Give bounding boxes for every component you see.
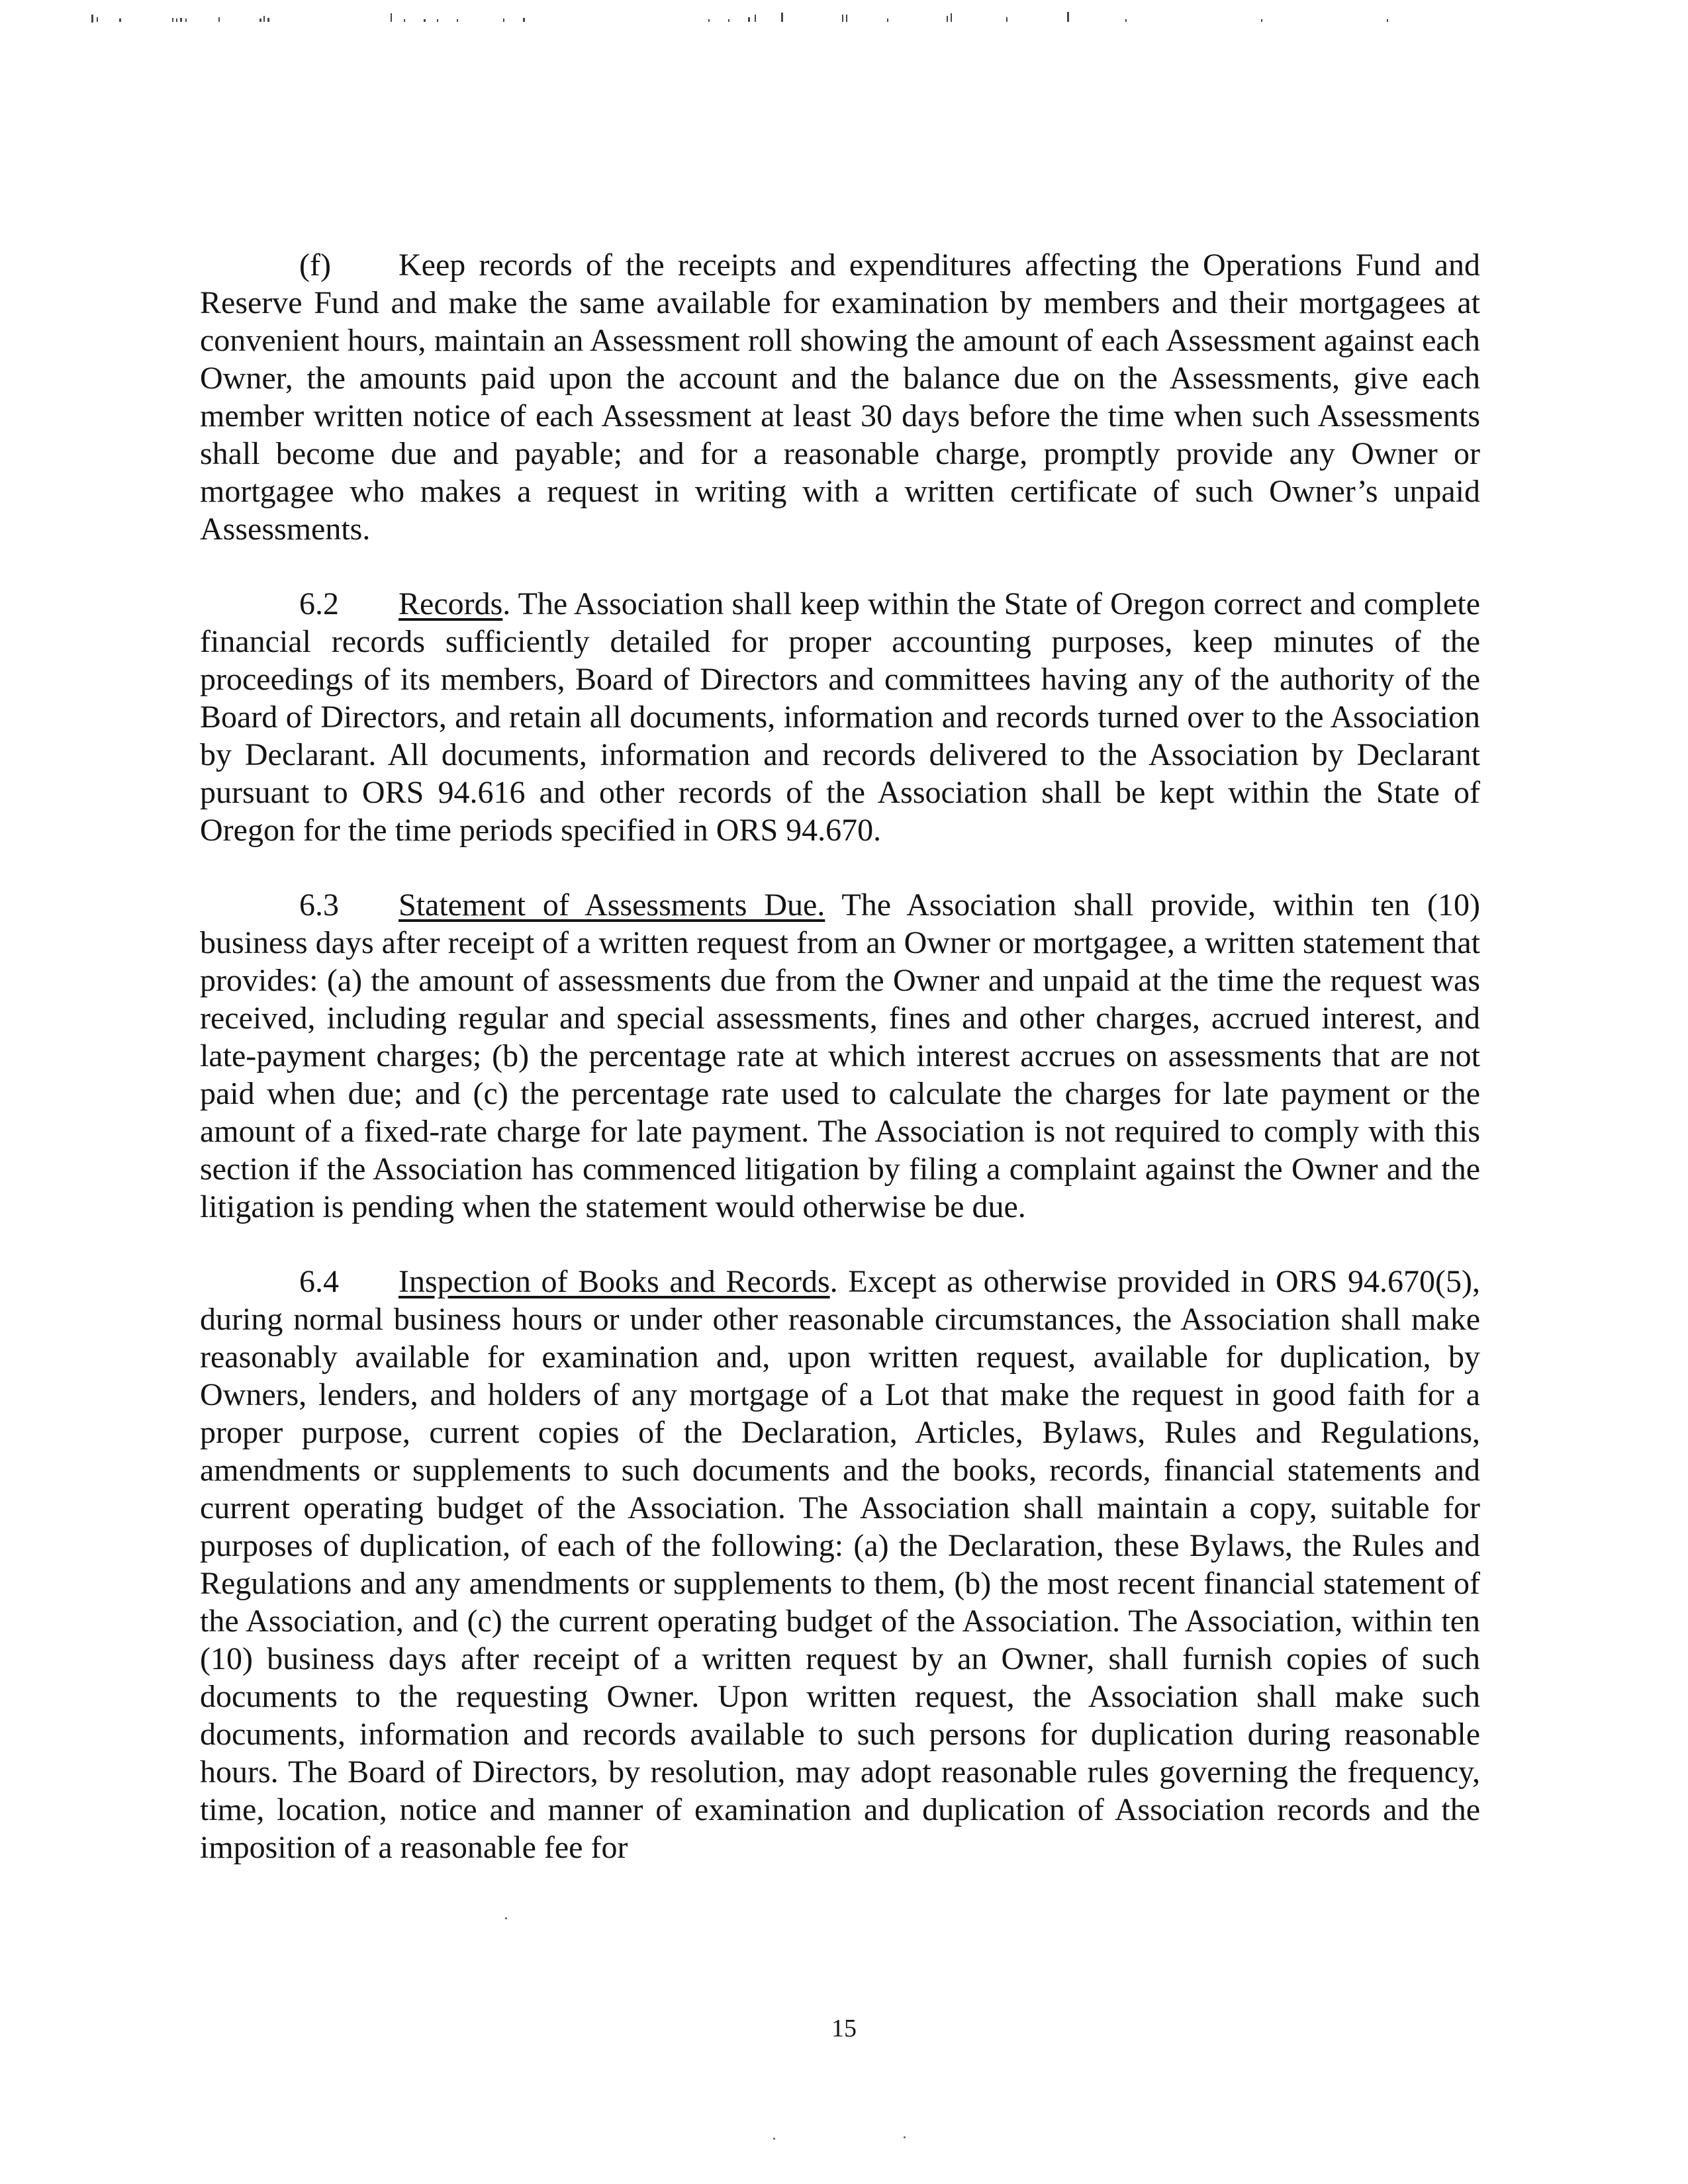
section-text: Except as otherwise provided in ORS 94.670(5), during normal business hours or under other reasonable circumstances, the Association shall make reasonably available for examination and, upon written request, available for duplication, by Owners, lenders, and holders of any mortgage of a Lot that make the request in good faith for a proper purpose, current copies of the Declaration, Articles, Bylaws, Rules and Regulations, amendments or supplements to such documents and the books, records, financial statements and current operating budget of the Association. The Association shall maintain a copy, suitable for purposes of duplication, of each of the following: (a) the Declaration, these Bylaws, the Rules and Regulations and any amendments or supplements to them, (b) the most recent financial statement of the Association, and (c) the current operating budget of the Association. The Association, within ten (10) business days after receipt of a written request by an Owner, shall furnish copies of such documents to the requesting Owner. Upon written request, the Association shall make such documents, information and records available to such persons for duplication during reasonable hours. The Board of Directors, by resolution, may adopt reasonable rules governing the frequency, time, location, notice and manner of examination and duplication of Association records and the imposition of a reasonable fee for xyxy=(200,1264,1480,1865)
section-heading-punctuation: . xyxy=(502,586,511,621)
section-number: 6.2 xyxy=(299,586,339,621)
section-text: The Association shall keep within the State of Oregon correct and complete financial records sufficiently detailed for proper accounting purposes, keep minutes of the proceedings of its members, Board of Directors and committees having any of the authority of the Board of Directors, and retain all documents, information and records turned over to the Association by Declarant. All documents, information and records delivered to the Association by Declarant pursuant to ORS 94.616 and other records of the Association shall be kept within the State of Oregon for the time periods specified in ORS 94.670. xyxy=(200,586,1480,848)
scan-artifact-marks xyxy=(0,0,1688,40)
document-body xyxy=(200,246,1480,1903)
scan-speck xyxy=(505,1917,507,1919)
scan-speck xyxy=(904,2136,906,2138)
section-heading-punctuation: . xyxy=(829,1264,838,1299)
section-number: (f) xyxy=(299,248,331,283)
section-heading: Statement of Assessments Due. xyxy=(399,887,825,923)
page-number: 15 xyxy=(831,2015,857,2042)
section-text: Keep records of the receipts and expenditures affecting the Operations Fund and Reserve Fund and make the same available for examination by members and their mortgagees at convenient hours, maintain an Assessment roll showing the amount of each Assessment against each Owner, the amounts paid upon the account and the balance due on the Assessments, give each member written notice of each Assessment at least 30 days before the time when such Assessments shall become due and payable; and for a reasonable charge, promptly provide any Owner or mortgagee who makes a request in writing with a written certificate of such Owner’s unpaid Assessments. xyxy=(200,248,1480,547)
section-6-1-f xyxy=(200,246,1480,548)
scan-artifact-strip xyxy=(0,0,1688,40)
scan-speck xyxy=(773,2138,775,2140)
section-number: 6.4 xyxy=(299,1264,339,1299)
section-heading: Inspection of Books and Records xyxy=(399,1264,830,1299)
section-6-3-statement-of-assessments-due xyxy=(200,886,1480,1226)
section-6-4-inspection-of-books-and-records xyxy=(200,1263,1480,1866)
section-6-2-records xyxy=(200,585,1480,849)
section-number: 6.3 xyxy=(299,887,339,923)
section-text: The Association shall provide, within ten (10) business days after receipt of a written request from an Owner or mortgagee, a written statement that provides: (a) the amount of assessments due from the Owner and unpaid at the time the request was received, including regular and special assessments, fines and other charges, accrued interest, and late-payment charges; (b) the percentage rate at which interest accrues on assessments that are not paid when due; and (c) the percentage rate used to calculate the charges for late payment or the amount of a fixed-rate charge for late payment. The Association is not required to comply with this section if the Association has commenced litigation by filing a complaint against the Owner and the litigation is pending when the statement would otherwise be due. xyxy=(200,887,1480,1224)
section-heading: Records xyxy=(399,586,503,621)
